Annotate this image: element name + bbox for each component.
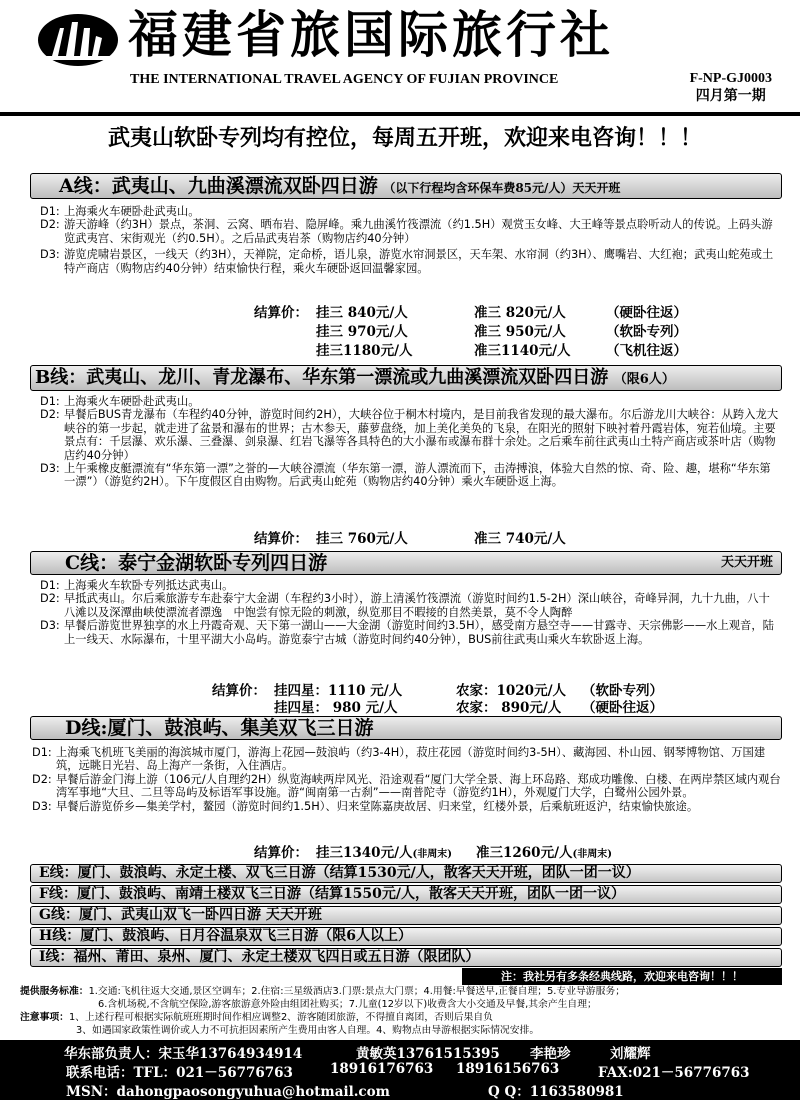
manager-3: 李艳珍 (530, 1046, 571, 1062)
itinerary-day (40, 205, 780, 218)
line-d-price-hang-tag: (非周末) (412, 849, 452, 860)
line-c-price-type-1: （软卧专列） (582, 683, 663, 699)
tel-2: 18916176763 (330, 1061, 434, 1077)
line-d-itinerary (32, 746, 784, 813)
day-label: D1: (40, 395, 60, 408)
itinerary-day (40, 462, 780, 489)
line-c-price-star-2: 挂四星： 980 元/人 (274, 700, 398, 716)
line-a-price-type-3: （飞机往返） (606, 343, 687, 359)
manager-4: 刘耀辉 (610, 1046, 651, 1062)
company-english-name: THE INTERNATIONAL TRAVEL AGENCY OF FUJIAN PROVINCE (130, 72, 559, 87)
line-d-price-zhun-tag: (非周末) (572, 849, 612, 860)
itinerary-day (40, 218, 780, 245)
day-text: 上海乘飞机班飞美丽的海滨城市厦门，游海上花园—鼓浪屿（约3-4H），菽庄花园（游览时间约3-5H）、藏海园、朴山园、钢琴博物馆、万国建筑，远眺日光岩、岛上海产一条街，入住酒店。 (56, 746, 766, 773)
line-c-title: C线：泰宁金湖软卧专列四日游 (65, 552, 328, 574)
line-b-itinerary (40, 395, 780, 489)
manager-label: 华东部负责人： (64, 1046, 159, 1062)
itinerary-day (40, 579, 780, 592)
line-g-banner: G线：厦门、武夷山双飞一卧四日游 天天开班 (30, 906, 782, 925)
line-i-banner: I线：福州、莆田、泉州、厦门、永定土楼双飞四日或五日游（限团队） (30, 948, 782, 967)
line-a-banner (30, 173, 782, 199)
contact-footer (0, 1040, 800, 1100)
fax-number: FAX:021－56776763 (598, 1065, 750, 1081)
line-c-price-type-2: （硬卧往返） (582, 700, 663, 716)
tel-3: 18916156763 (456, 1061, 560, 1077)
line-b-price-hang: 挂三 760元/人 (316, 531, 408, 547)
day-label: D3: (40, 462, 60, 476)
line-a-price-type-2: （软卧专列） (606, 324, 687, 340)
day-label: D3: (40, 619, 60, 633)
line-b-price-label: 结算价： (254, 531, 308, 547)
line-c-price-label: 结算价： (212, 683, 266, 699)
line-c-itinerary (40, 579, 780, 646)
day-label: D3: (40, 248, 60, 262)
company-logo-icon (34, 8, 122, 68)
line-c-banner (30, 551, 782, 575)
line-a-title: A线：武夷山、九曲溪漂流双卧四日游 (59, 175, 378, 197)
day-text: 早餐后游金门海上游（106元/人自理约2H）纵览海峡两岸风光、沿途观看“厦门大学全景、海上环岛路、郑成功雕像、白楼、在两岸禁区域内观台湾军事地“大旦、二旦等岛屿及标语军事设施。游“闽南第一古刹”——南普陀寺（游览约1H），外观厦门大学，白鹭州公园外景。 (56, 772, 781, 800)
line-d-price-hang-value: 挂三1340元/人 (316, 845, 413, 861)
day-text: 早餐后游览世界独享的水上丹霞奇观、天下第一湖山——大金湖（游览时间约3.5H），感受南方悬空寺——甘露寺、天宗佛影——水上观音，陆上一线天、水际瀑布，十里平湖大小岛屿。游览泰宁古城（游览时间约40分钟），BUS前往武夷山乘火车软卧返上海。 (64, 619, 774, 646)
header (0, 0, 800, 118)
issue-code-block (690, 70, 772, 106)
line-d-price-zhun-value: 准三1260元/人 (476, 845, 573, 861)
service-standards (20, 986, 790, 1011)
day-text: 游览虎啸岩景区，一线天（约3H），天禅院，定命桥，语儿泉，游览水帘洞景区，天车架、水帘洞（约3H）、鹰嘴岩、大红袍；武夷山蛇苑或土特产商店（购物店约40分钟）结束愉快行程，乘火车硬卧返回温馨家园。 (64, 248, 774, 275)
line-e-banner: E线：厦门、鼓浪屿、永定土楼、双飞三日游（结算1530元/人，散客天天开班，团队一团一议） (30, 864, 782, 883)
line-d-title: D线:厦门、鼓浪屿、集美双飞三日游 (65, 717, 374, 739)
itinerary-day (40, 619, 780, 646)
line-b-title: B线：武夷山、龙川、青龙瀑布、华东第一漂流或九曲溪漂流双卧四日游 (35, 367, 609, 388)
notice-bar: 注：我社另有多条经典线路，欢迎来电咨询！！！ (462, 968, 782, 985)
attention-line-1: 1、上述行程可根据实际航班班期时间作相应调整2、游客随团旅游，不得擅自离团，否则后果自负 (68, 1012, 493, 1023)
line-a-price-hang-2: 挂三 970元/人 (316, 324, 408, 340)
itinerary-day (40, 592, 780, 619)
itinerary-day (40, 408, 780, 462)
line-b-banner (30, 365, 782, 391)
line-c-note: 天天开班 (720, 555, 773, 570)
line-b-note: （限6人） (613, 372, 675, 387)
line-a-price-hang-3: 挂三1180元/人 (316, 343, 413, 359)
manager-2: 黄敏英13761515395 (356, 1046, 500, 1062)
itinerary-day (40, 248, 780, 275)
line-a-price-hang-1: 挂三 840元/人 (316, 305, 408, 321)
document-code: F-NP-GJ0003 (689, 71, 772, 86)
day-label: D2: (40, 408, 60, 422)
day-label: D2: (32, 772, 52, 786)
line-f-banner: F线：厦门、鼓浪屿、南靖土楼双飞三日游（结算1550元/人，散客天天开班，团队一团一议） (30, 885, 782, 904)
day-text: 早抵武夷山。尔后乘旅游专车赴泰宁大金湖（车程约3小时），游上清溪竹筏漂流（游览时间约1.5-2H）深山峡谷，奇峰异洞，九十九曲，八十八滩以及深潭曲峡使漂流者漂逸 中饱尝有惊无险的刺激，纵览那目不暇接的自然美景，莫不令人陶醉 (64, 592, 770, 619)
day-text: 上海乘火车软卧专列抵达武夷山。 (64, 579, 234, 592)
day-text: 早餐后游览侨乡—集美学村，鳌园（游览时间约1.5H）、归来堂陈嘉庚故居、归来堂，红楼外景，后乘航班返沪，结束愉快旅途。 (56, 799, 699, 813)
tel-1: 021－56776763 (176, 1065, 293, 1081)
line-d-price-zhun (476, 844, 612, 864)
line-a-price-type-1: （硬卧往返） (606, 305, 687, 321)
day-label: D2: (40, 218, 60, 232)
qq-number: Q Q：1163580981 (488, 1084, 624, 1100)
line-h-banner: H线：厦门、鼓浪屿、日月谷温泉双飞三日游（限6人以上） (30, 927, 782, 946)
service-label: 提供服务标准： (20, 986, 89, 997)
line-a-price-zhun-3: 准三1140元/人 (474, 343, 571, 359)
attention-line-2: 3、如遇国家政策性调价或人力不可抗拒因素所产生费用由客人自理。4、购物点由导游根据实际情况安排。 (76, 1024, 540, 1036)
day-label: D3: (32, 799, 52, 813)
line-d-price-label: 结算价： (254, 845, 308, 861)
line-d-banner (30, 716, 782, 740)
line-c-price-farm-1: 农家：1020元/人 (456, 683, 567, 699)
line-d-price-hang (316, 844, 452, 864)
line-c-price-star-1: 挂四星：1110 元/人 (274, 683, 403, 699)
phone-row (66, 1061, 293, 1081)
service-line-1: 1.交通:飞机往返大交通,景区空调车；2.住宿:三星级酒店3.门票:景点大门票；4.用餐:早餐送早,正餐自理；5.专业导游服务； (88, 986, 625, 997)
header-divider (0, 112, 800, 116)
day-text: 上海乘火车硬卧赴武夷山。 (64, 395, 200, 408)
line-a-price-zhun-2: 准三 950元/人 (474, 324, 566, 340)
day-text: 早餐后BUS青龙瀑布（车程约40分钟，游览时间约2H），大峡谷位于桐木村境内，是目前我省发现的最大瀑布。尔后游龙川大峡谷：从跨入龙大峡谷的第一步起，就走进了盆景和瀑布的世界；古木参天，藤萝盘绕，加上美化美奂的飞泉，在阳光的照射下映衬着丹霞岩体，宛若仙境。主要景点有：千层瀑、欢乐瀑、三叠瀑、剑泉瀑、红岩飞瀑等各具特色的大小瀑布或瀑布群十余处。之后乘车前往武夷山土特产商店或茶叶店（购物店约40分钟） (64, 408, 779, 462)
promo-headline: 武夷山软卧专列均有控位，每周五开班，欢迎来电咨询！！！ (107, 125, 702, 151)
line-a-price-zhun-1: 准三 820元/人 (474, 305, 566, 321)
line-c-price-farm-2: 农家： 890元/人 (456, 700, 562, 716)
line-a-price-label: 结算价： (254, 305, 308, 321)
attention-notes (20, 1012, 790, 1037)
issue-label: 四月第一期 (695, 89, 766, 104)
day-text: 上午乘橡皮艇漂流有“华东第一漂”之誉的—大峡谷漂流（华东第一漂，游人漂流而下，击涛搏浪，体验大自然的惊、奇、险、趣，堪称“华东第一漂”）（游览约2H）。下午度假区自由购物。后武夷山蛇苑（购物店约40分钟）乘火车硬卧返上海。 (64, 462, 771, 489)
itinerary-day (32, 746, 784, 773)
tel-label: 联系电话：TFL： (66, 1065, 177, 1081)
attention-label: 注意事项： (20, 1012, 69, 1023)
itinerary-day (32, 800, 784, 813)
company-name: 福建省旅国际旅行社 (128, 5, 614, 64)
manager-row (64, 1042, 302, 1062)
day-text: 游天游峰（约3H）景点，茶洞、云窝、晒布岩、隐屏峰。乘九曲溪竹筏漂流（约1.5H）观赏玉女峰、大王峰等景点聆听动人的传说。上码头游览武夷宫、宋街观光（约0.5H）。之后品武夷岩茶（购物店约40分钟） (64, 218, 773, 245)
itinerary-day (40, 395, 780, 408)
service-line-2: 6.含机场税,不含航空保险,游客旅游意外险由组团社购买；7.儿童(12岁以下)收费含大小交通及早餐,其余产生自理； (98, 998, 597, 1010)
day-label: D1: (40, 579, 60, 592)
msn-address[interactable]: MSN：dahongpaosongyuhua@hotmail.com (66, 1084, 390, 1100)
day-label: D2: (40, 592, 60, 606)
line-a-note: （以下行程均含环保车费85元/人）天天开班 (383, 181, 621, 195)
day-text: 上海乘火车硬卧赴武夷山。 (64, 205, 200, 218)
day-label: D1: (40, 205, 60, 218)
manager-1: 宋玉华13764934914 (158, 1046, 303, 1062)
itinerary-day (32, 773, 784, 800)
line-a-itinerary (40, 205, 780, 275)
line-b-price-zhun: 准三 740元/人 (474, 531, 566, 547)
day-label: D1: (32, 746, 52, 759)
